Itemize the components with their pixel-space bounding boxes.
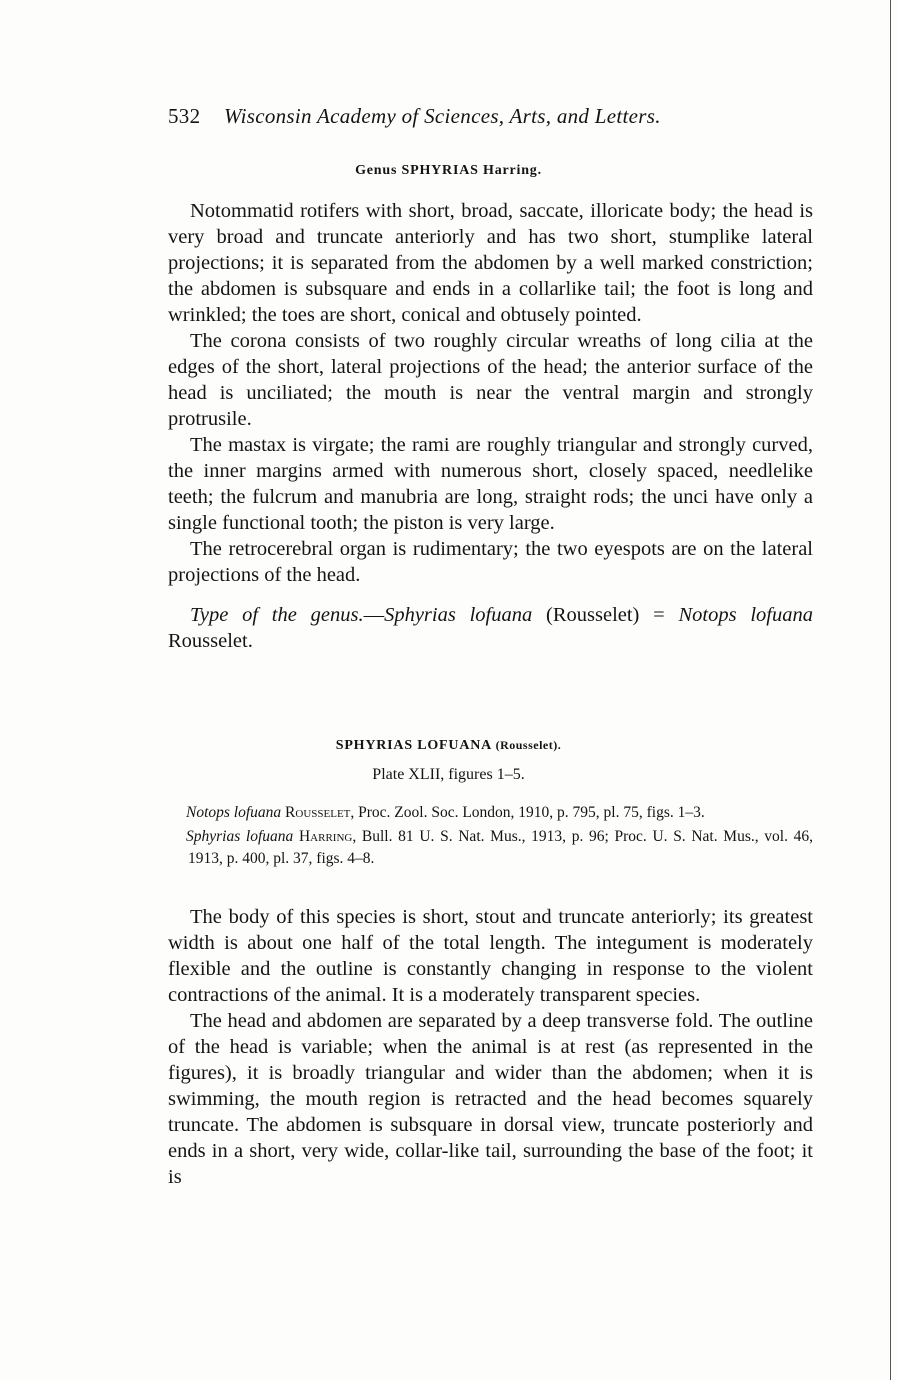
genus-description xyxy=(168,198,813,654)
type-synonym-author: Rousselet. xyxy=(168,630,253,652)
species-description xyxy=(168,904,813,1190)
running-header xyxy=(168,104,818,129)
page-edge xyxy=(890,0,891,1380)
species-heading: SPHYRIAS LOFUANA (Rousselet). xyxy=(335,738,562,753)
plate-reference: Plate XLII, figures 1–5. xyxy=(372,766,525,783)
genus-heading: Genus SPHYRIAS Harring. xyxy=(355,163,542,178)
type-of-genus: Type of the genus.—Sphyrias lofuana (Rousselet) = Notops lofuana Rousselet. xyxy=(168,604,813,652)
reference-entry: Notops lofuana Rousselet, Proc. Zool. Soc. London, 1910, p. 795, pl. 75, figs. 1–3. xyxy=(186,804,705,821)
genus-paragraph: The retrocerebral organ is rudimentary; the two eyespots are on the lateral projections of the head. xyxy=(168,538,813,586)
synonymy-references xyxy=(168,802,813,872)
genus-paragraph: The mastax is virgate; the rami are roughly triangular and strongly curved, the inner margins armed with numerous short, closely spaced, needlelike teeth; the fulcrum and manubria are long, straight rods; the unci have only a single functional tooth; the piston is very large. xyxy=(168,434,813,534)
type-species: Sphyrias lofuana xyxy=(384,604,533,626)
page-number: 532 xyxy=(168,104,201,128)
type-label: Type of the genus. xyxy=(190,604,364,626)
species-paragraph: The body of this species is short, stout and truncate anteriorly; its greatest width is about one half of the total length. The integument is moderately flexible and the outline is constantly changing in response to the violent contractions of the animal. It is a moderately transparent species. xyxy=(168,906,813,1006)
type-author: (Rousselet) xyxy=(546,604,640,626)
journal-title: Wisconsin Academy of Sciences, Arts, and Letters. xyxy=(223,104,661,128)
species-paragraph: The head and abdomen are separated by a deep transverse fold. The outline of the head is variable; when the animal is at rest (as represented in the figures), it is broadly triangular and wider than the abdomen; when it is swimming, the mouth region is retracted and the head becomes squarely truncate. The abdomen is subsquare in dorsal view, truncate posteriorly and ends in a short, very wide, collar-like tail, surrounding the base of the foot; it is xyxy=(168,1010,813,1188)
genus-paragraph: Notommatid rotifers with short, broad, saccate, illoricate body; the head is very broad and truncate anteriorly and has two short, stumplike lateral projections; it is separated from the abdomen by a well marked constriction; the abdomen is subsquare and ends in a collarlike tail; the foot is long and wrinkled; the toes are short, conical and obtusely pointed. xyxy=(168,200,813,326)
type-synonym: Notops lofuana xyxy=(678,604,813,626)
genus-paragraph: The corona consists of two roughly circular wreaths of long cilia at the edges of the short, lateral projections of the head; the anterior surface of the head is unciliated; the mouth is near the ventral margin and strongly protrusile. xyxy=(168,330,813,430)
reference-entry: Sphyrias lofuana Harring, Bull. 81 U. S. Nat. Mus., 1913, p. 96; Proc. U. S. Nat. Mus., vol. 46, 1913, p. 400, pl. 37, figs. 4–8. xyxy=(186,828,814,867)
